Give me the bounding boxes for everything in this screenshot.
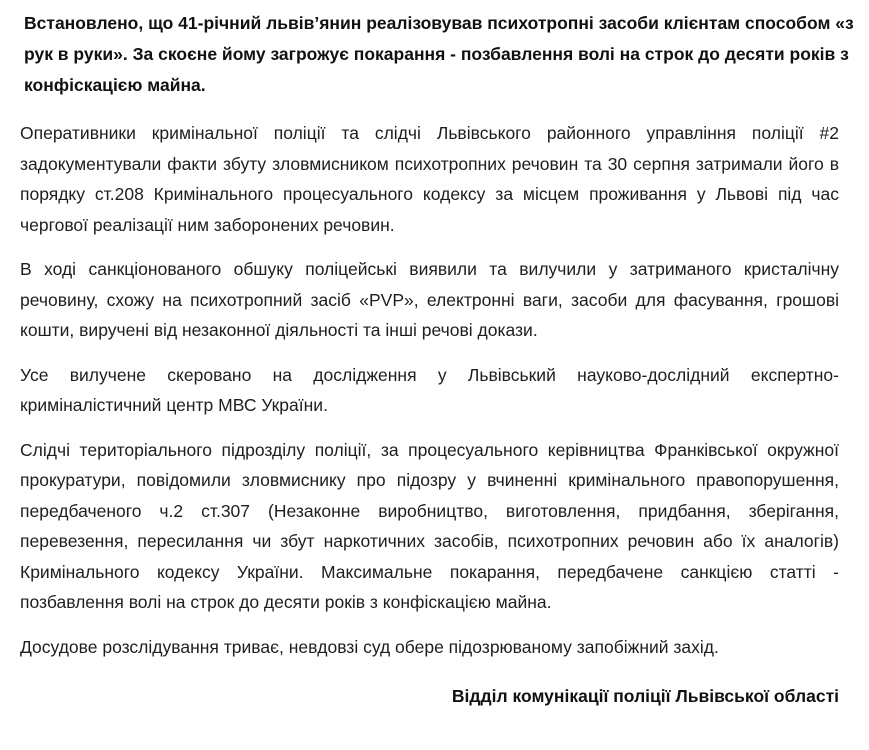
paragraph-expertise: Усе вилучене скеровано на дослідження у Львівський науково-дослідний експертно-криміналістичний центр МВС України. bbox=[20, 364, 839, 415]
article-signature: Відділ комунікації поліції Львівської області bbox=[451, 686, 839, 706]
paragraph-search: В ході санкціонованого обшуку поліцейські виявили та вилучили у затриманого кристалічну речовину, схожу на психотропний засіб «PVP», електронні ваги, засоби для фасування, грошові кошти, виручені від незаконної діяльності та інші речові докази. bbox=[20, 259, 839, 340]
paragraph-investigation: Досудове розслідування триває, невдовзі суд обере підозрюваному запобіжний захід. bbox=[20, 636, 719, 657]
paragraph-arrest: Оперативники кримінальної поліції та слідчі Львівського районного управління поліції #2 задокументували факти збуту зловмисником психотропних речовин та 30 серпня затримали його в порядку ст.208 Кримінального процесуального кодексу за місцем проживання у Львові під час чергової реалізації ним заборонених речовин. bbox=[20, 123, 839, 235]
article-lead: Встановлено, що 41-річний львів’янин реалізовував психотропні засоби клієнтам способом «з рук в руки». За скоєне йому загрожує покарання - позбавлення волі на строк до десяти років з конфіскацією майна. bbox=[24, 13, 854, 95]
paragraph-suspicion: Слідчі територіального підрозділу поліції, за процесуального керівництва Франківської окружної прокуратури, повідомили зловмиснику про підозру у вчиненні кримінального правопорушення, передбаченого ч.2 ст.307 (Незаконне виробництво, виготовлення, придбання, зберігання, перевезення, пересилання чи збут наркотичних засобів, психотропних речовин або їх аналогів) Кримінального кодексу України. Максимальне покарання, передбачене санкцією статті - позбавлення волі на строк до десяти років з конфіскацією майна. bbox=[20, 439, 839, 612]
